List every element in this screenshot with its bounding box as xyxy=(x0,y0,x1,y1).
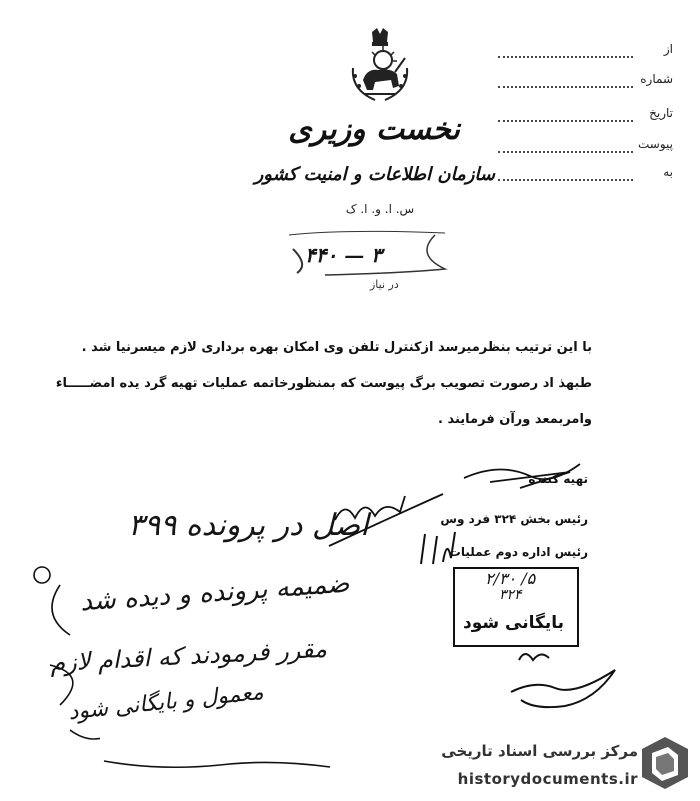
date-field: تاریخ xyxy=(498,106,673,128)
archive-stamp xyxy=(453,567,579,647)
body-line-2: طبهذ اد رصورت تصویب برگ پیوست که بمنظورخاتمه عملیات تهیه گرد یده امضـــــاء xyxy=(55,376,592,391)
body-line-3: وامربمعد ورآن فرمایند . xyxy=(438,412,592,427)
note-underline-scrawl xyxy=(100,735,340,775)
stamp-text: بایگانی شود xyxy=(463,613,565,633)
to-field: به xyxy=(498,165,673,187)
lion-sun-emblem-icon xyxy=(345,28,415,108)
org-subtitle: سازمان اطلاعات و امنیت کشور xyxy=(254,164,495,185)
org-title: نخست وزیری xyxy=(288,112,460,147)
handwritten-note-line-4: معمول و بایگانی شود xyxy=(67,679,265,726)
dept-head-label: رئیس اداره دوم عملیات xyxy=(448,545,588,559)
signature-scrawl-4 xyxy=(505,640,635,710)
signature-scrawl-3 xyxy=(415,528,465,568)
stamp-date: ۵/ ۲/۳۰ xyxy=(485,569,536,588)
from-field: از xyxy=(498,42,673,64)
number-field: شماره xyxy=(498,72,673,94)
number-stamp-text: ۳ — ۴۴۰ xyxy=(305,243,382,267)
number-stamp xyxy=(285,225,455,277)
handwritten-note-line-3: مقرر فرمودند که اقدام لازم xyxy=(49,634,328,678)
body-line-1: با این ترتیب بنظرمیرسد ازکنترل تلفن وی امکان بهره برداری لازم میسرنیا شد . xyxy=(81,340,592,355)
watermark-url: historydocuments.ir xyxy=(457,770,638,788)
signature-scrawl-1 xyxy=(460,458,590,494)
note-margin-marks xyxy=(30,555,100,755)
watermark-logo-icon xyxy=(640,735,690,791)
reference-code: س. ا. و. ا. ک xyxy=(345,202,415,216)
date-label: در نیاز xyxy=(370,278,399,291)
watermark-org: مرکز بررسی اسناد تاریخی xyxy=(441,742,638,760)
section-head-label: رئیس بخش ۳۲۴ فرد وس xyxy=(440,512,588,526)
stamp-number: ۳۲۴ xyxy=(499,587,522,603)
attachment-field: پیوست xyxy=(498,137,673,159)
prepared-by-label: تهیه کننده xyxy=(528,472,588,486)
handwritten-note-line-1: اصل در پرونده ۳۹۹ xyxy=(128,508,369,543)
handwritten-note-line-2: ضمیمه پرونده و دیده شد xyxy=(79,568,351,618)
